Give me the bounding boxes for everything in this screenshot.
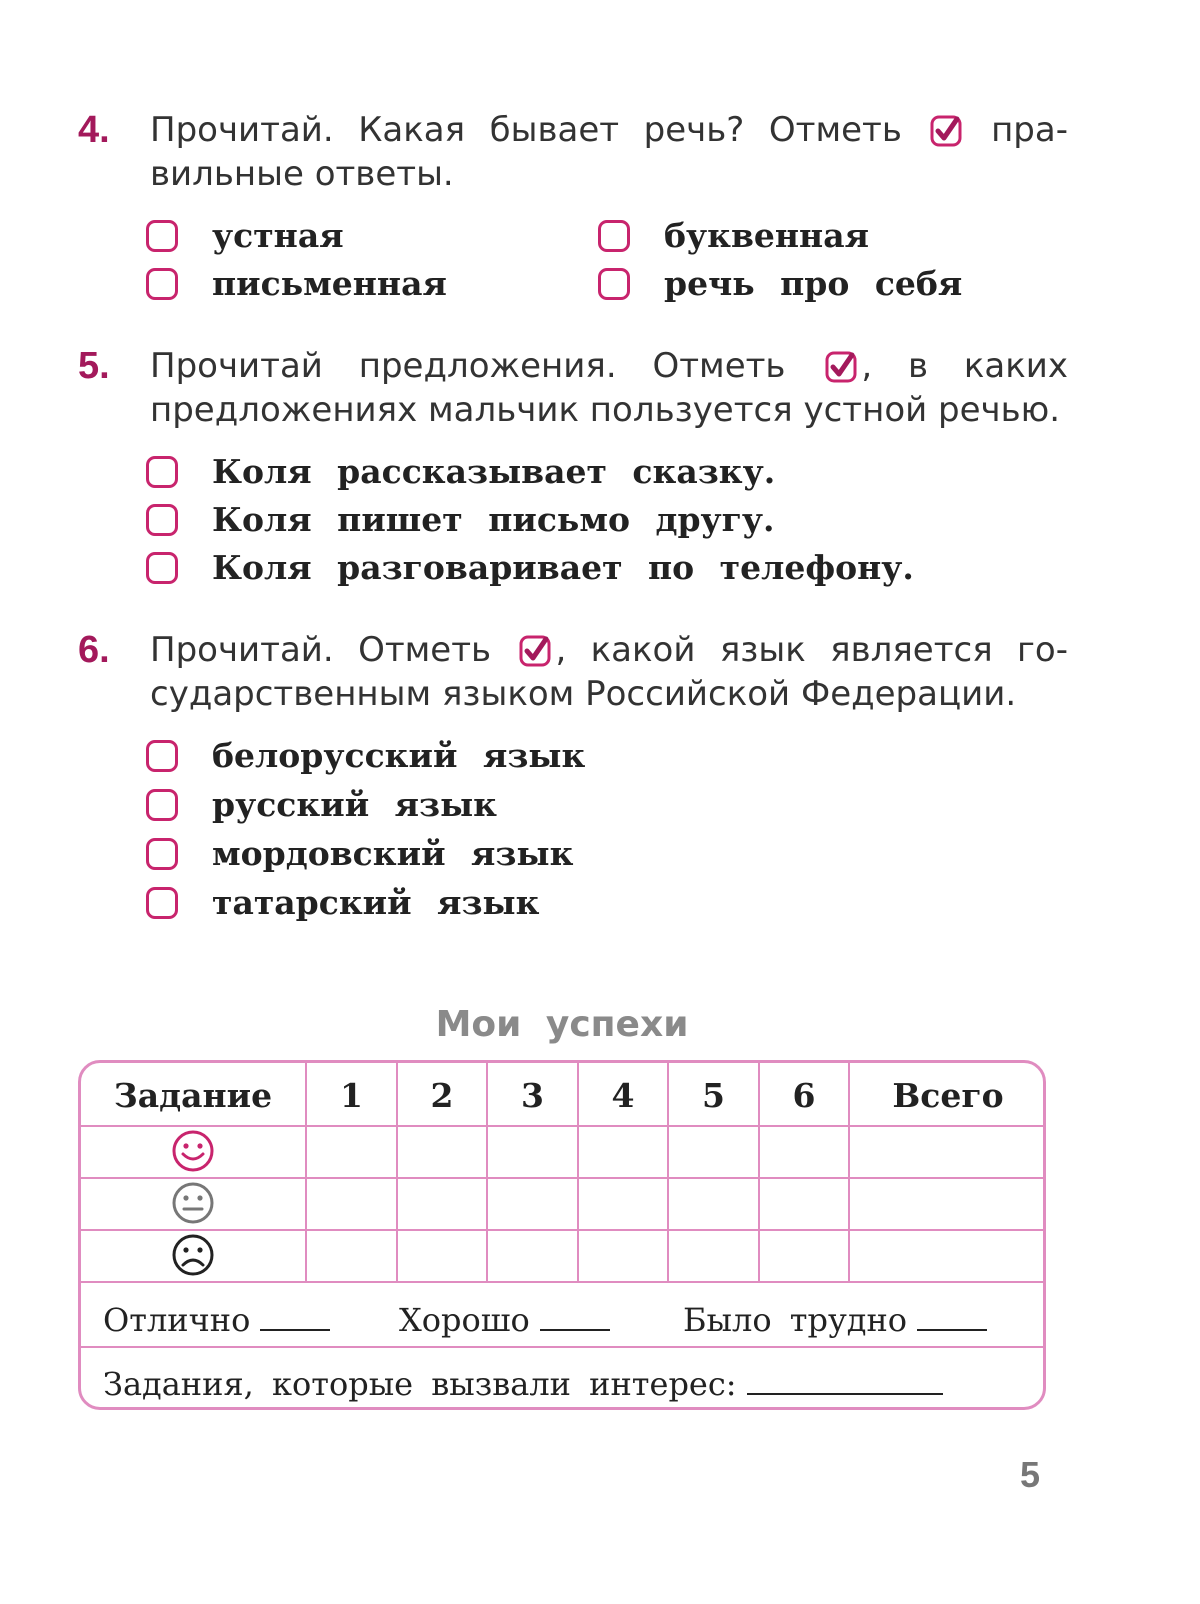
rating-good-label: Хорошо xyxy=(399,1301,530,1339)
task-instruction xyxy=(150,108,1068,196)
option-checkbox[interactable] xyxy=(598,220,630,252)
option-checkbox[interactable] xyxy=(598,268,630,300)
instruction-text: Прочитай. Какая бывает речь? Отметь xyxy=(150,110,902,150)
option-checkbox[interactable] xyxy=(146,456,178,488)
option-checkbox[interactable] xyxy=(146,789,178,821)
option-checkbox[interactable] xyxy=(146,268,178,300)
header-5: 5 xyxy=(702,1076,725,1115)
instruction-text: Прочитай. Отметь xyxy=(150,630,492,670)
option-label: белорусский язык xyxy=(212,736,586,775)
header-6: 6 xyxy=(792,1076,816,1115)
task-5 xyxy=(78,344,1068,594)
rating-row xyxy=(399,1301,610,1339)
task-number: 5. xyxy=(78,345,110,387)
option-checkbox[interactable] xyxy=(146,220,178,252)
success-title: Мои успехи xyxy=(435,1004,689,1045)
check-sample-icon xyxy=(825,351,857,383)
option-checkbox[interactable] xyxy=(146,887,178,919)
instruction-line-1 xyxy=(150,344,1068,388)
header-task: Задание xyxy=(113,1076,273,1115)
instruction-line-2: предложениях мальчик пользуется устной речью. xyxy=(150,390,1061,430)
option-label: русский язык xyxy=(212,785,498,824)
header-total: Всего xyxy=(892,1076,1004,1115)
task-4 xyxy=(78,108,1068,318)
rating-excellent-blank[interactable] xyxy=(260,1327,330,1331)
option-label: речь про себя xyxy=(664,264,963,303)
rating-hard-blank[interactable] xyxy=(917,1327,987,1331)
instruction-line-2: вильные ответы. xyxy=(150,154,454,194)
table-divider xyxy=(81,1346,1043,1348)
option-label: татарский язык xyxy=(212,883,540,922)
option-label: мордовский язык xyxy=(212,834,574,873)
rating-excellent-label: Отлично xyxy=(103,1301,251,1339)
option-checkbox[interactable] xyxy=(146,552,178,584)
task-number: 4. xyxy=(78,109,110,151)
success-table xyxy=(78,1060,1046,1410)
task-instruction xyxy=(150,344,1068,432)
table-divider xyxy=(81,1229,1043,1231)
header-4: 4 xyxy=(611,1076,635,1115)
option-checkbox[interactable] xyxy=(146,740,178,772)
option-checkbox[interactable] xyxy=(146,838,178,870)
happy-face-icon xyxy=(171,1129,215,1173)
interest-blank[interactable] xyxy=(747,1391,943,1395)
rating-good-blank[interactable] xyxy=(540,1327,610,1331)
rating-row xyxy=(103,1301,330,1339)
option-label: буквенная xyxy=(664,216,869,255)
instruction-text: , какой язык является го- xyxy=(555,630,1068,670)
check-sample-icon xyxy=(930,115,962,147)
instruction-line-1 xyxy=(150,108,1068,152)
rating-hard-label: Было трудно xyxy=(683,1301,908,1339)
option-label: письменная xyxy=(212,264,447,303)
option-label: Коля пишет письмо другу. xyxy=(212,500,775,539)
header-1: 1 xyxy=(340,1076,363,1115)
option-label: Коля рассказывает сказку. xyxy=(212,452,776,491)
check-sample-icon xyxy=(519,635,551,667)
header-3: 3 xyxy=(521,1076,544,1115)
instruction-line-2: сударственным языком Российской Федерации. xyxy=(150,674,1017,714)
option-checkbox[interactable] xyxy=(146,504,178,536)
page-number: 5 xyxy=(1019,1454,1040,1495)
table-divider xyxy=(81,1281,1043,1283)
header-2: 2 xyxy=(430,1076,454,1115)
interest-row xyxy=(103,1365,943,1403)
interest-label: Задания, которые вызвали интерес: xyxy=(103,1365,737,1403)
instruction-text: пра- xyxy=(991,110,1068,150)
task-6 xyxy=(78,628,1068,928)
instruction-line-1 xyxy=(150,628,1068,672)
rating-row xyxy=(683,1301,987,1339)
table-divider xyxy=(81,1177,1043,1179)
option-label: Коля разговаривает по телефону. xyxy=(212,548,914,587)
task-number: 6. xyxy=(78,629,110,671)
instruction-text: Прочитай предложения. Отметь xyxy=(150,346,786,386)
table-divider xyxy=(81,1125,1043,1127)
task-instruction xyxy=(150,628,1068,716)
sad-face-icon xyxy=(171,1233,215,1277)
neutral-face-icon xyxy=(171,1181,215,1225)
instruction-text: , в каких xyxy=(861,346,1069,386)
option-label: устная xyxy=(212,216,344,255)
